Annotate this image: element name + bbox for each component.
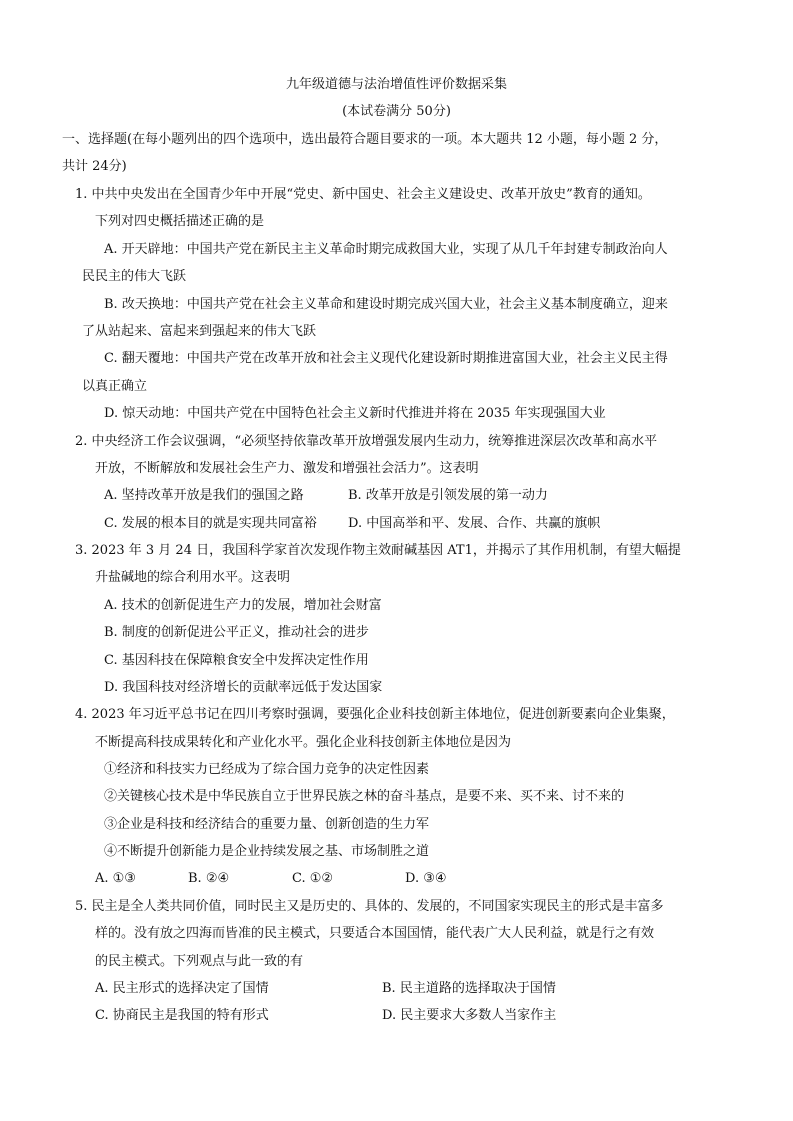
section-heading: 一、选择题(在每小题列出的四个选项中，选出最符合题目要求的一项。本大题共 12 小题，每小题 2 分， [62, 132, 668, 147]
q5-option-b: B. 民主道路的选择取决于国情 [382, 981, 556, 996]
q4-stem-cont: 不断提高科技成果转化和产业化水平。强化企业科技创新主体地位是因为 [95, 735, 512, 750]
q2-option-b: B. 改革开放是引领发展的第一动力 [348, 488, 548, 503]
q2-option-a: A. 坚持改革开放是我们的强国之路 [104, 488, 304, 503]
q2-stem-cont: 开放，不断解放和发展社会生产力、激发和增强社会活力”。这表明 [95, 461, 479, 476]
q1-option-a: A. 开天辟地：中国共产党在新民主主义革命时期完成救国大业，实现了从几千年封建专制政治向人 [104, 242, 668, 257]
q5-option-c: C. 协商民主是我国的特有形式 [95, 1008, 269, 1023]
q1-option-c-cont: 以真正确立 [82, 379, 148, 394]
q4-item-4: ④不断提升创新能力是企业持续发展之基、市场制胜之道 [104, 844, 430, 859]
q3-option-a: A. 技术的创新促进生产力的发展，增加社会财富 [104, 598, 382, 613]
q1-option-d: D. 惊天动地：中国共产党在中国特色社会主义新时代推进并将在 2035 年实现强国大业 [104, 406, 606, 421]
q5-option-d: D. 民主要求大多数人当家作主 [382, 1008, 557, 1023]
q4-stem: 4. 2023 年习近平总书记在四川考察时强调，要强化企业科技创新主体地位，促进创新要素向企业集聚， [75, 707, 675, 722]
q3-option-b: B. 制度的创新促进公平正义，推动社会的进步 [104, 625, 369, 640]
q1-stem: 1. 中共中央发出在全国青少年中开展“党史、新中国史、社会主义建设史、改革开放史”教育的通知。 [75, 187, 651, 202]
q1-option-b-cont: 了从站起来、富起来到强起来的伟大飞跃 [82, 324, 317, 339]
q2-stem: 2. 中央经济工作会议强调，“必须坚持依靠改革开放增强发展内生动力，统筹推进深层次改革和高水平 [75, 434, 658, 449]
q3-stem-cont: 升盐碱地的综合利用水平。这表明 [95, 570, 291, 585]
q3-option-c: C. 基因科技在保障粮食安全中发挥决定性作用 [104, 653, 369, 668]
page-title: 九年级道德与法治增值性评价数据采集 [285, 77, 507, 92]
q2-option-d: D. 中国高举和平、发展、合作、共赢的旗帜 [348, 516, 601, 531]
q1-stem-cont: 下列对四史概括描述正确的是 [95, 214, 265, 229]
q5-stem-cont-1: 样的。没有放之四海而皆准的民主模式，只要适合本国国情，能代表广大人民利益，就是行之有效 [95, 926, 655, 941]
q4-item-2: ②关键核心技术是中华民族自立于世界民族之林的奋斗基点，是要不来、买不来、讨不来的 [104, 789, 625, 804]
q4-option-b: B. ②④ [188, 871, 230, 886]
q3-option-d: D. 我国科技对经济增长的贡献率远低于发达国家 [104, 680, 383, 695]
q1-option-b: B. 改天换地：中国共产党在社会主义革命和建设时期完成兴国大业，社会主义基本制度确立，迎来 [104, 297, 668, 312]
q5-stem: 5. 民主是全人类共同价值，同时民主又是历史的、具体的、发展的，不同国家实现民主的形式是丰富多 [75, 899, 664, 914]
q2-option-c: C. 发展的根本目的就是实现共同富裕 [104, 516, 317, 531]
q4-item-1: ①经济和科技实力已经成为了综合国力竞争的决定性因素 [104, 762, 430, 777]
page-subtitle: (本试卷满分 50分) [342, 104, 451, 119]
q4-option-d: D. ③④ [405, 871, 447, 886]
q1-option-c: C. 翻天覆地：中国共产党在改革开放和社会主义现代化建设新时期推进富国大业，社会主义民主得 [104, 351, 668, 366]
q4-option-a: A. ①③ [95, 871, 136, 886]
q5-stem-cont-2: 的民主模式。下列观点与此一致的有 [95, 954, 304, 969]
q5-option-a: A. 民主形式的选择决定了国情 [95, 981, 269, 996]
section-heading-cont: 共计 24分) [62, 159, 127, 174]
q4-option-c: C. ①② [292, 871, 334, 886]
q1-option-a-cont: 民民主的伟大飞跃 [82, 269, 187, 284]
q3-stem: 3. 2023 年 3 月 24 日，我国科学家首次发现作物主效耐碱基因 AT1，并揭示了其作用机制，有望大幅提 [75, 543, 681, 558]
q4-item-3: ③企业是科技和经济结合的重要力量、创新创造的生力军 [104, 817, 430, 832]
